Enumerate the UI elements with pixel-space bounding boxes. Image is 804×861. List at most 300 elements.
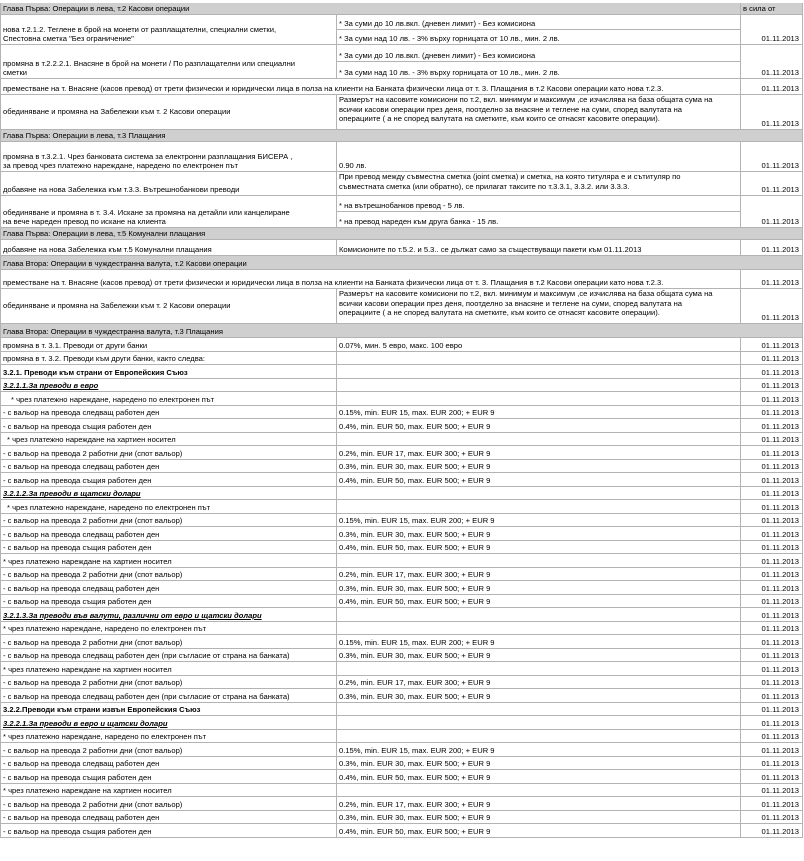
effective-date: 01.11.2013 <box>761 651 799 661</box>
change-text: обединяване и промяна на Забележки към т. 2 Касови операции <box>3 301 231 311</box>
fee-cell[interactable] <box>337 45 741 78</box>
fee-cell[interactable] <box>337 527 741 540</box>
section-header-row <box>0 228 803 240</box>
table-row <box>0 730 803 744</box>
date-cell[interactable] <box>741 554 803 567</box>
change-text: 3.2.2.Преводи към страни извън Европейския Съюз <box>3 705 201 715</box>
fee-cell[interactable] <box>337 172 741 195</box>
section-header-row <box>0 3 803 15</box>
date-cell[interactable] <box>741 689 803 702</box>
change-text: 3.2.1. Преводи към страни от Европейския Съюз <box>3 367 188 377</box>
table-row <box>0 79 803 95</box>
change-description-cell[interactable] <box>0 541 337 554</box>
change-description-cell[interactable] <box>0 716 337 729</box>
change-description-cell[interactable] <box>0 554 337 567</box>
fee-text: 0.90 лв. <box>339 161 367 171</box>
fee-text: 0.2%, min. EUR 17, max. EUR 300; + EUR 9 <box>339 448 491 458</box>
fee-cell[interactable] <box>337 95 741 129</box>
fee-text: * на превод нареден към друга банка - 15 лв. <box>339 217 499 227</box>
change-text: 3.2.1.3.За преводи във валути, различни от евро и щатски долари <box>3 610 262 620</box>
change-description-cell[interactable] <box>0 95 337 129</box>
fee-cell[interactable] <box>337 541 741 554</box>
fee-text: 0.07%, мин. 5 евро, макс. 100 евро <box>339 340 463 350</box>
table-row <box>0 460 803 474</box>
effective-date: 01.11.2013 <box>761 705 799 715</box>
date-cell[interactable] <box>741 473 803 486</box>
table-row <box>0 95 803 130</box>
change-text: * чрез платежно нареждане на хартиен носител <box>3 664 172 674</box>
fee-text: 0.2%, min. EUR 17, max. EUR 300; + EUR 9 <box>339 799 491 809</box>
date-cell[interactable] <box>741 797 803 810</box>
effective-date: 01.11.2013 <box>761 799 799 809</box>
fee-cell[interactable] <box>337 635 741 648</box>
date-cell[interactable] <box>741 433 803 446</box>
change-description-cell[interactable] <box>0 240 337 255</box>
table-row <box>0 662 803 676</box>
date-cell[interactable] <box>741 172 803 195</box>
change-description-cell[interactable] <box>0 487 337 500</box>
fee-cell[interactable] <box>337 770 741 783</box>
change-description-cell[interactable] <box>0 142 337 171</box>
change-description-cell[interactable] <box>0 379 337 392</box>
change-text: - с вальор на превода следващ работен ден <box>3 813 160 823</box>
table-row <box>0 608 803 622</box>
change-text: - с вальор на превода същия работен ден <box>3 772 152 782</box>
change-description-cell[interactable] <box>0 289 337 323</box>
section-title: Глава Първа: Операции в лева, т.3 Плащания <box>3 131 166 141</box>
date-cell[interactable] <box>741 45 803 78</box>
table-row <box>0 622 803 636</box>
effective-date: 01.11.2013 <box>761 732 799 742</box>
table-row <box>0 595 803 609</box>
date-cell[interactable] <box>741 392 803 405</box>
change-text: * чрез платежно нареждане, наредено по електронен път <box>11 394 215 404</box>
change-description-cell[interactable] <box>0 338 337 351</box>
effective-date-header[interactable] <box>741 3 803 14</box>
fee-text: Размерът на касовите комисиони по т.2, вкл. минимум и максимум ,се изчислява на база общата сума на <box>339 95 713 104</box>
fee-cell[interactable] <box>337 460 741 473</box>
change-description-cell[interactable] <box>0 662 337 675</box>
fee-cell[interactable] <box>337 797 741 810</box>
fee-cell[interactable] <box>337 473 741 486</box>
change-text: - с вальор на превода 2 работни дни (спот вальор) <box>3 678 183 688</box>
fee-text: 0.15%, min. EUR 15, max. EUR 200; + EUR 9 <box>339 745 495 755</box>
table-row <box>0 527 803 541</box>
change-description-cell[interactable] <box>0 784 337 797</box>
table-row <box>0 352 803 366</box>
section-title-cell[interactable] <box>0 228 741 239</box>
change-text: - с вальор на превода следващ работен ден <box>3 408 160 418</box>
effective-date: 01.11.2013 <box>761 543 799 553</box>
fee-cell[interactable] <box>337 811 741 824</box>
change-description-cell[interactable] <box>0 703 337 716</box>
change-description-cell[interactable] <box>0 270 741 288</box>
table-row <box>0 541 803 555</box>
fee-cell[interactable] <box>337 406 741 419</box>
change-text: за превод чрез платежно нареждане, наредено по електронен път <box>3 161 238 171</box>
date-cell[interactable] <box>741 406 803 419</box>
table-row <box>0 473 803 487</box>
change-text: 3.2.1.2.За преводи в щатски долари <box>3 489 141 499</box>
change-description-cell[interactable] <box>0 500 337 513</box>
table-row <box>0 433 803 447</box>
fee-text: 0.4%, min. EUR 50, max. EUR 500; + EUR 9 <box>339 772 491 782</box>
fee-text: * За суми над 10 лв. - 3% върху горницата от 10 лв., мин. 2 лв. <box>339 34 560 44</box>
table-row <box>0 240 803 256</box>
effective-date: 01.11.2013 <box>761 772 799 782</box>
date-cell[interactable] <box>741 703 803 716</box>
date-cell[interactable] <box>741 142 803 171</box>
fee-text: 0.15%, min. EUR 15, max. EUR 200; + EUR 9 <box>339 408 495 418</box>
fee-cell[interactable] <box>337 352 741 365</box>
effective-date: 01.11.2013 <box>761 826 799 836</box>
date-cell[interactable] <box>741 500 803 513</box>
fee-cell[interactable] <box>337 392 741 405</box>
fee-cell[interactable] <box>337 676 741 689</box>
table-row <box>0 514 803 528</box>
change-description-cell[interactable] <box>0 608 337 621</box>
table-row <box>0 581 803 595</box>
change-description-cell[interactable] <box>0 419 337 432</box>
date-cell[interactable] <box>741 419 803 432</box>
effective-date: 01.11.2013 <box>761 394 799 404</box>
date-cell[interactable] <box>741 240 803 255</box>
date-cell[interactable] <box>741 757 803 770</box>
effective-date-label: в сила от <box>743 4 776 14</box>
table-row <box>0 770 803 784</box>
table-row <box>0 196 803 228</box>
fee-cell[interactable] <box>337 240 741 255</box>
effective-date: 01.11.2013 <box>761 340 799 350</box>
effective-date: 01.11.2013 <box>761 217 799 227</box>
effective-date: 01.11.2013 <box>761 718 799 728</box>
change-description-cell[interactable] <box>0 676 337 689</box>
table-row <box>0 676 803 690</box>
effective-date: 01.11.2013 <box>761 678 799 688</box>
change-description-cell[interactable] <box>0 352 337 365</box>
change-description-cell[interactable] <box>0 743 337 756</box>
change-description-cell[interactable] <box>0 15 337 44</box>
table-row <box>0 419 803 433</box>
change-text: промяна в т. 3.1. Преводи от други банки <box>3 340 148 350</box>
change-text: - с вальор на превода 2 работни дни (спот вальор) <box>3 637 183 647</box>
effective-date: 01.11.2013 <box>761 448 799 458</box>
table-row <box>0 392 803 406</box>
change-description-cell[interactable] <box>0 446 337 459</box>
date-cell[interactable] <box>741 811 803 824</box>
effective-date: 01.11.2013 <box>761 367 799 377</box>
change-text: добавяне на нова Забележка към т.5 Комунални плащания <box>3 245 212 255</box>
change-text: * чрез платежно нареждане, наредено по електронен път <box>3 624 207 634</box>
change-description-cell[interactable] <box>0 770 337 783</box>
change-description-cell[interactable] <box>0 406 337 419</box>
fee-text: Размерът на касовите комисиони по т.2, вкл. минимум и максимум ,се изчислява на база общата сума на <box>339 289 713 298</box>
fee-text: операциите ( а не според валутата на сметките, към които се отнасят касовите операции). <box>339 308 660 318</box>
table-row <box>0 142 803 172</box>
change-text: - с вальор на превода 2 работни дни (спот вальор) <box>3 448 183 458</box>
change-description-cell[interactable] <box>0 797 337 810</box>
date-cell[interactable] <box>741 541 803 554</box>
date-cell[interactable] <box>741 487 803 500</box>
change-description-cell[interactable] <box>0 824 337 837</box>
change-description-cell[interactable] <box>0 689 337 702</box>
fee-text: * на вътрешнобанков превод - 5 лв. <box>339 200 465 210</box>
table-row <box>0 716 803 730</box>
empty-cell[interactable] <box>741 130 803 141</box>
change-text: промяна в т.3.2.1. Чрез банковата система за електронни разплащания БИСЕРА , <box>3 151 293 161</box>
fee-cell[interactable] <box>337 15 741 44</box>
date-cell[interactable] <box>741 743 803 756</box>
fee-cell[interactable] <box>337 568 741 581</box>
fee-cell[interactable] <box>337 379 741 392</box>
fee-text: 0.4%, min. EUR 50, max. EUR 500; + EUR 9 <box>339 543 491 553</box>
change-text: - с вальор на превода 2 работни дни (спот вальор) <box>3 516 183 526</box>
change-text: * чрез платежно нареждане на хартиен носител <box>3 556 172 566</box>
date-cell[interactable] <box>741 15 803 44</box>
fee-cell[interactable] <box>337 703 741 716</box>
date-cell[interactable] <box>741 379 803 392</box>
date-cell[interactable] <box>741 784 803 797</box>
table-row <box>0 703 803 717</box>
date-cell[interactable] <box>741 824 803 837</box>
change-text: на вече нареден превод по искане на клиента <box>3 217 166 227</box>
change-description-cell[interactable] <box>0 79 741 94</box>
section-title-cell[interactable] <box>0 3 337 14</box>
table-row <box>0 500 803 514</box>
fee-text: 0.4%, min. EUR 50, max. EUR 500; + EUR 9 <box>339 475 491 485</box>
fee-cell[interactable] <box>337 595 741 608</box>
change-description-cell[interactable] <box>0 196 337 227</box>
fee-cell[interactable] <box>337 289 741 323</box>
effective-date: 01.11.2013 <box>761 421 799 431</box>
fee-cell[interactable] <box>337 743 741 756</box>
change-text: сметки <box>3 68 28 78</box>
date-cell[interactable] <box>741 716 803 729</box>
effective-date: 01.11.2013 <box>761 570 799 580</box>
change-description-cell[interactable] <box>0 635 337 648</box>
fee-cell[interactable] <box>337 446 741 459</box>
effective-date: 01.11.2013 <box>761 245 799 255</box>
effective-date: 01.11.2013 <box>761 583 799 593</box>
date-cell[interactable] <box>741 608 803 621</box>
date-cell[interactable] <box>741 635 803 648</box>
fee-cell[interactable] <box>337 554 741 567</box>
change-text: - с вальор на превода същия работен ден <box>3 421 152 431</box>
effective-date: 01.11.2013 <box>761 119 799 129</box>
change-description-cell[interactable] <box>0 730 337 743</box>
change-description-cell[interactable] <box>0 473 337 486</box>
effective-date: 01.11.2013 <box>761 759 799 769</box>
table-row <box>0 743 803 757</box>
change-description-cell[interactable] <box>0 757 337 770</box>
fee-cell[interactable] <box>337 581 741 594</box>
effective-date: 01.11.2013 <box>761 786 799 796</box>
date-cell[interactable] <box>741 365 803 378</box>
table-row <box>0 649 803 663</box>
table-row <box>0 554 803 568</box>
fee-text: 0.4%, min. EUR 50, max. EUR 500; + EUR 9 <box>339 826 491 836</box>
empty-cell[interactable] <box>337 3 741 14</box>
fee-subline <box>337 15 740 30</box>
fee-text: 0.2%, min. EUR 17, max. EUR 300; + EUR 9 <box>339 678 491 688</box>
table-row <box>0 446 803 460</box>
change-description-cell[interactable] <box>0 581 337 594</box>
change-text: - с вальор на превода същия работен ден <box>3 543 152 553</box>
fee-cell[interactable] <box>337 649 741 662</box>
date-cell[interactable] <box>741 649 803 662</box>
date-cell[interactable] <box>741 196 803 227</box>
change-description-cell[interactable] <box>0 622 337 635</box>
effective-date: 01.11.2013 <box>761 462 799 472</box>
fee-cell[interactable] <box>337 419 741 432</box>
date-cell[interactable] <box>741 514 803 527</box>
table-row <box>0 379 803 393</box>
empty-cell[interactable] <box>741 324 803 337</box>
empty-cell[interactable] <box>741 256 803 269</box>
date-cell[interactable] <box>741 581 803 594</box>
effective-date: 01.11.2013 <box>761 610 799 620</box>
fee-cell[interactable] <box>337 433 741 446</box>
change-text: - с вальор на превода същия работен ден <box>3 475 152 485</box>
change-text: - с вальор на превода следващ работен ден <box>3 583 160 593</box>
fee-cell[interactable] <box>337 622 741 635</box>
fee-text: съвместната сметка (или обратно), се прилагат таксите по т.3.3.1, 3.3.2. или 3.3.3. <box>339 181 630 191</box>
date-cell[interactable] <box>741 95 803 129</box>
effective-date: 01.11.2013 <box>761 408 799 418</box>
change-text: преместване на т. Внасяне (касов превод) от трети физически и юридически лица в полза на клиенти на Банката физически лица от т. 3. Плащания в т.2 Касови операции като нова т.2.3. <box>3 278 664 288</box>
fee-cell[interactable] <box>337 784 741 797</box>
fee-text: 0.3%, min. EUR 30, max. EUR 500; + EUR 9 <box>339 462 491 472</box>
fee-text: Комисионите по т.5.2. и 5.3.. се дължат само за съществуващи пакети към 01.11.2013 <box>339 245 642 255</box>
effective-date: 01.11.2013 <box>761 691 799 701</box>
date-cell[interactable] <box>741 595 803 608</box>
fee-text: 0.3%, min. EUR 30, max. EUR 500; + EUR 9 <box>339 529 491 539</box>
fee-text: * За суми над 10 лв. - 3% върху горницата от 10 лв., мин. 2 лв. <box>339 68 560 78</box>
table-row <box>0 784 803 798</box>
effective-date: 01.11.2013 <box>761 34 799 44</box>
date-cell[interactable] <box>741 338 803 351</box>
fee-text: 0.3%, min. EUR 30, max. EUR 500; + EUR 9 <box>339 759 491 769</box>
section-header-row <box>0 130 803 142</box>
change-description-cell[interactable] <box>0 811 337 824</box>
effective-date: 01.11.2013 <box>761 637 799 647</box>
effective-date: 01.11.2013 <box>761 68 799 78</box>
section-title: Глава Първа: Операции в лева, т.2 Касови операции <box>3 4 190 14</box>
fee-cell[interactable] <box>337 824 741 837</box>
fee-cell[interactable] <box>337 730 741 743</box>
fee-text: 0.3%, min. EUR 30, max. EUR 500; + EUR 9 <box>339 691 491 701</box>
effective-date: 01.11.2013 <box>761 813 799 823</box>
fee-text: операциите ( а не според валутата на сметките, към които се отнасят касовите операции). <box>339 114 660 124</box>
fee-cell[interactable] <box>337 500 741 513</box>
date-cell[interactable] <box>741 79 803 94</box>
change-text: - с вальор на превода следващ работен ден (при съгласие от страна на банката) <box>3 691 290 701</box>
fee-text: * За суми до 10 лв.вкл. (дневен лимит) - Без комисиона <box>339 50 536 60</box>
change-description-cell[interactable] <box>0 649 337 662</box>
change-text: промяна в т.2.2.2.1. Внасяне в брой на монети / По разплащателни или специални <box>3 58 296 68</box>
fee-cell[interactable] <box>337 142 741 171</box>
effective-date: 01.11.2013 <box>761 278 799 288</box>
effective-date: 01.11.2013 <box>761 313 799 323</box>
table-row <box>0 635 803 649</box>
fee-cell[interactable] <box>337 338 741 351</box>
date-cell[interactable] <box>741 662 803 675</box>
section-title-cell[interactable] <box>0 256 741 269</box>
table-row <box>0 270 803 289</box>
fee-cell[interactable] <box>337 716 741 729</box>
change-description-cell[interactable] <box>0 392 337 405</box>
change-description-cell[interactable] <box>0 365 337 378</box>
change-text: промяна в т. 3.2. Преводи към други банки, както следва: <box>3 354 205 364</box>
fee-subline <box>337 62 740 79</box>
fee-cell[interactable] <box>337 487 741 500</box>
section-title: Глава Втора: Операции в чуждестранна валута, т.3 Плащания <box>3 327 223 337</box>
date-cell[interactable] <box>741 460 803 473</box>
effective-date: 01.11.2013 <box>761 435 799 445</box>
date-cell[interactable] <box>741 270 803 288</box>
date-cell[interactable] <box>741 289 803 323</box>
date-cell[interactable] <box>741 352 803 365</box>
fee-cell[interactable] <box>337 365 741 378</box>
effective-date: 01.11.2013 <box>761 664 799 674</box>
effective-date: 01.11.2013 <box>761 161 799 171</box>
date-cell[interactable] <box>741 622 803 635</box>
table-row <box>0 406 803 420</box>
section-header-row <box>0 256 803 270</box>
date-cell[interactable] <box>741 446 803 459</box>
fee-cell[interactable] <box>337 689 741 702</box>
change-text: - с вальор на превода 2 работни дни (спот вальор) <box>3 570 183 580</box>
fee-subline <box>337 45 740 62</box>
effective-date: 01.11.2013 <box>761 185 799 195</box>
change-text: 3.2.1.1.За преводи в евро <box>3 381 99 391</box>
fee-cell[interactable] <box>337 757 741 770</box>
date-cell[interactable] <box>741 527 803 540</box>
date-cell[interactable] <box>741 676 803 689</box>
change-description-cell[interactable] <box>0 460 337 473</box>
change-text: обединяване и промяна на Забележки към т. 2 Касови операции <box>3 107 231 117</box>
fee-cell[interactable] <box>337 196 741 227</box>
fee-text: 0.2%, min. EUR 17, max. EUR 300; + EUR 9 <box>339 570 491 580</box>
effective-date: 01.11.2013 <box>761 354 799 364</box>
fee-text: 0.15%, min. EUR 15, max. EUR 200; + EUR 9 <box>339 516 495 526</box>
date-cell[interactable] <box>741 770 803 783</box>
fee-cell[interactable] <box>337 662 741 675</box>
table-row <box>0 172 803 196</box>
date-cell[interactable] <box>741 730 803 743</box>
fee-text: 0.4%, min. EUR 50, max. EUR 500; + EUR 9 <box>339 597 491 607</box>
fee-subline <box>337 196 740 212</box>
change-description-cell[interactable] <box>0 514 337 527</box>
change-description-cell[interactable] <box>0 595 337 608</box>
fee-cell[interactable] <box>337 514 741 527</box>
table-row <box>0 811 803 825</box>
section-title-cell[interactable] <box>0 324 741 337</box>
change-description-cell[interactable] <box>0 45 337 78</box>
change-text: - с вальор на превода следващ работен ден (при съгласие от страна на банката) <box>3 651 290 661</box>
change-text: 3.2.2.1.За преводи в евро и щатски долари <box>3 718 168 728</box>
change-description-cell[interactable] <box>0 527 337 540</box>
section-title-cell[interactable] <box>0 130 741 141</box>
change-description-cell[interactable] <box>0 433 337 446</box>
change-description-cell[interactable] <box>0 568 337 581</box>
effective-date: 01.11.2013 <box>761 745 799 755</box>
table-row <box>0 824 803 838</box>
change-description-cell[interactable] <box>0 172 337 195</box>
date-cell[interactable] <box>741 568 803 581</box>
fee-cell[interactable] <box>337 608 741 621</box>
empty-cell[interactable] <box>741 228 803 239</box>
